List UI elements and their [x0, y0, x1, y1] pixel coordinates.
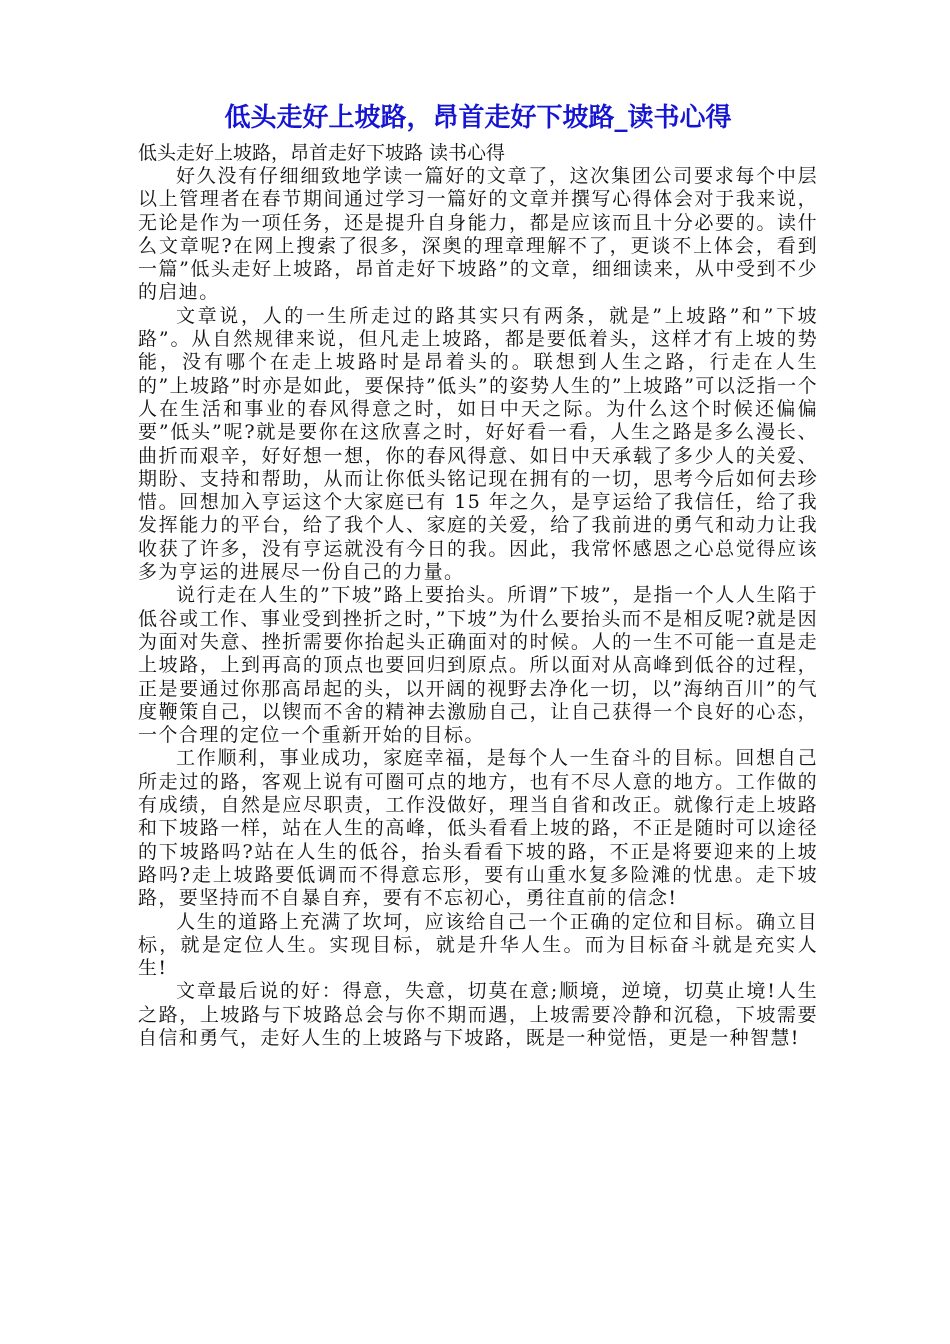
paragraph-2: 文章说，人的一生所走过的路其实只有两条，就是”上坡路”和”下坡路”。从自然规律来说，但凡走上坡路，都是要低着头，这样才有上坡的势能，没有哪个在走上坡路时是昂着头的。联想到人生之路，行走在人生的”上坡路”时亦是如此，要保持”低头”的姿势人生的”上坡路”可以泛指一个人在生活和事业的春风得意之时，如日中天之际。为什么这个时候还偏偏要”低头”呢?就是要你在这欣喜之时，好好看一看，人生之路是多么漫长、曲折而艰辛，好好想一想，你的春风得意、如日中天承载了多少人的关爱、期盼、支持和帮助，从而让你低头铭记现在拥有的一切，思考今后如何去珍惜。回想加入亨运这个大家庭已有 15 年之久，是亨运给了我信任，给了我发挥能力的平台，给了我个人、家庭的关爱，给了我前进的勇气和动力让我收获了许多，没有亨运就没有今日的我。因此，我常怀感恩之心总觉得应该多为亨运的进展尽一份自己的力量。 [138, 304, 818, 584]
paragraph-5: 人生的道路上充满了坎坷，应该给自己一个正确的定位和目标。确立目标，就是定位人生。实现目标，就是升华人生。而为目标奋斗就是充实人生! [138, 910, 818, 980]
paragraph-6: 文章最后说的好：得意，失意，切莫在意;顺境，逆境，切莫止境!人生之路，上坡路与下坡路总会与你不期而遇，上坡需要冷静和沉稳，下坡需要自信和勇气，走好人生的上坡路与下坡路，既是一种觉悟，更是一种智慧! [138, 980, 818, 1049]
paragraph-3: 说行走在人生的”下坡”路上要抬头。所谓”下坡”，是指一个人人生陷于低谷或工作、事业受到挫折之时，”下坡”为什么要抬头而不是相反呢?就是因为面对失意、挫折需要你抬起头正确面对的时候。人的一生不可能一直是走上坡路，上到再高的顶点也要回归到原点。所以面对从高峰到低谷的过程，正是要通过你那高昂起的头，以开阔的视野去净化一切，以”海纳百川”的气度鞭策自己，以锲而不舍的精神去激励自己，让自己获得一个良好的心态，一个合理的定位一个重新开始的目标。 [138, 584, 818, 747]
document-title: 低头走好上坡路，昂首走好下坡路_读书心得 [224, 103, 732, 133]
paragraph-1: 好久没有仔细细致地学读一篇好的文章了，这次集团公司要求每个中层以上管理者在春节期间通过学习一篇好的文章并撰写心得体会对于我来说，无论是作为一项任务，还是提升自身能力，都是应该而且十分必要的。读什么文章呢?在网上搜索了很多，深奥的理章理解不了，更谈不上体会，看到一篇”低头走好上坡路，昂首走好下坡路”的文章，细细读来，从中受到不少的启迪。 [138, 165, 818, 304]
paragraph-4: 工作顺利，事业成功，家庭幸福，是每个人一生奋斗的目标。回想自己所走过的路，客观上说有可圈可点的地方，也有不尽人意的地方。工作做的有成绩，自然是应尽职责，工作没做好，理当自省和改正。就像行走上坡路和下坡路一样，站在人生的高峰，低头看看上坡的路，不正是随时可以途径的下坡路吗?站在人生的低谷，抬头看看下坡的路，不正是将要迎来的上坡路吗?走上坡路要低调而不得意忘形，要有山重水复多险滩的忧患。走下坡路，要坚持而不自暴自弃，要有不忘初心，勇往直前的信念! [138, 747, 818, 910]
document-subtitle: 低头走好上坡路，昂首走好下坡路 读书心得 [138, 142, 506, 164]
document-page [138, 100, 818, 1050]
